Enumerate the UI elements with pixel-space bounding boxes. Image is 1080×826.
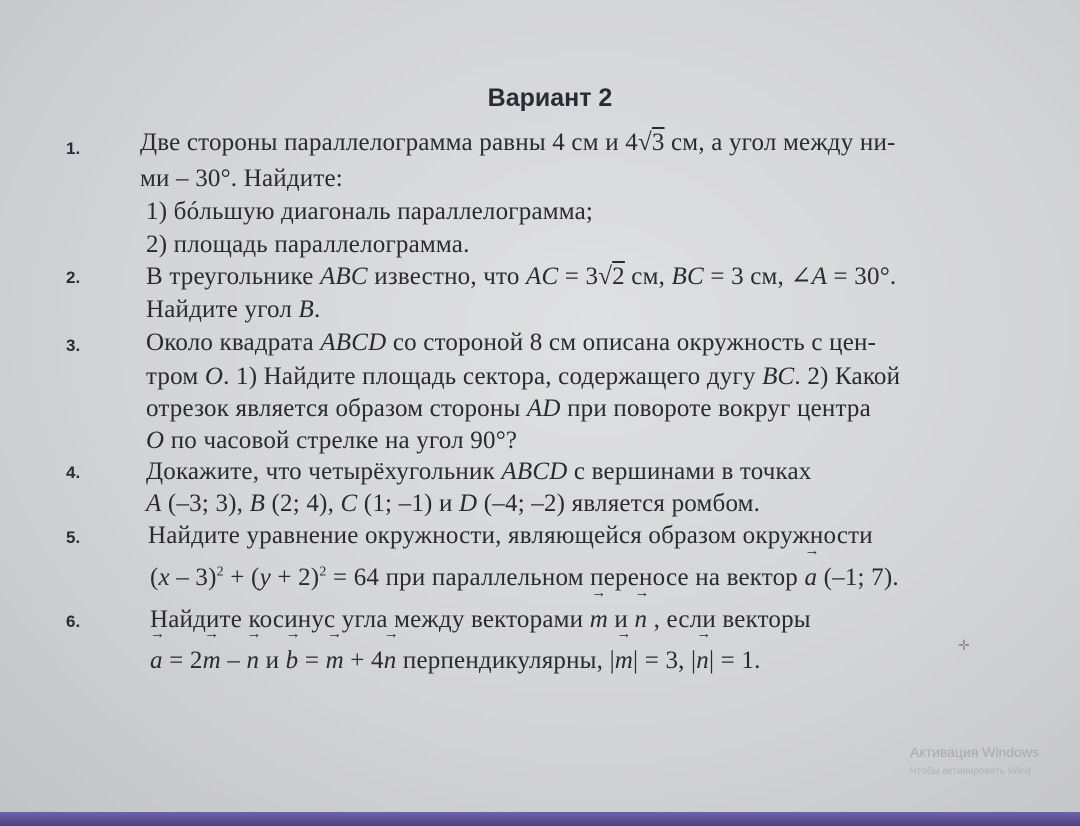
activation-watermark-subtitle: Чтобы активировать Wind (910, 766, 1031, 777)
taskbar (0, 812, 1080, 826)
problem-5-line-1: Найдите уравнение окружности, являющейся образом окружности (148, 522, 873, 549)
problem-1-line-1: Две стороны параллелограмма равны 4 см и 4√3 см, а угол между ни- (140, 129, 896, 156)
page-title: Вариант 2 (487, 84, 613, 112)
problem-3-line-2: тром O. 1) Найдите площадь сектора, содержащего дугу BC. 2) Какой (146, 363, 901, 390)
problem-3-line-4: O по часовой стрелке на угол 90°? (146, 427, 518, 454)
problem-5-line-2: $(x - 3)^2 + (y + 2)^2 = 64$ при параллельном переносе на вектор a → (–1; 7). (150, 563, 899, 593)
problem-2-line-2: Найдите угол B. (146, 296, 321, 323)
problem-3-line-3: отрезок является образом стороны AD при повороте вокруг центра (146, 395, 871, 422)
activation-watermark-title: Активация Windows (910, 744, 1040, 760)
problem-1-line-2: ми – 30°. Найдите: (140, 165, 343, 192)
problem-number: 2. (66, 268, 81, 287)
problem-4-line-2: A (–3; 3), B (2; 4), C (1; –1) и D (–4; –2) является ромбом. (146, 490, 761, 517)
cursor-icon: ✛ (958, 638, 970, 654)
problem-number: 3. (66, 336, 81, 355)
problem-number: 5. (66, 528, 81, 547)
problem-number: 6. (66, 612, 81, 631)
problem-2-line-1: В треугольнике ABC известно, что AC = 3√2 см, BC = 3 см, ∠A = 30°. (146, 263, 897, 290)
problem-number: 4. (66, 463, 81, 482)
problem-4-line-1: Докажите, что четырёхугольник ABCD с вершинами в точках (146, 458, 812, 485)
problem-1-item-1: 1) бóльшую диагональ параллелограмма; (146, 198, 594, 225)
problem-3-line-1: Около квадрата ABCD со стороной 8 см описана окружность с цен- (146, 329, 877, 356)
problem-number: 1. (66, 139, 81, 158)
problem-1-item-2: 2) площадь параллелограмма. (146, 231, 470, 258)
problem-6-line-2: a → = 2m → – n → и b → = m → + 4n → перпендикулярны, |m →| = 3, |n →| = 1. (150, 646, 761, 676)
problem-6-line-1: Найдите косинус угла между векторами m → и n → , если векторы (150, 605, 811, 635)
